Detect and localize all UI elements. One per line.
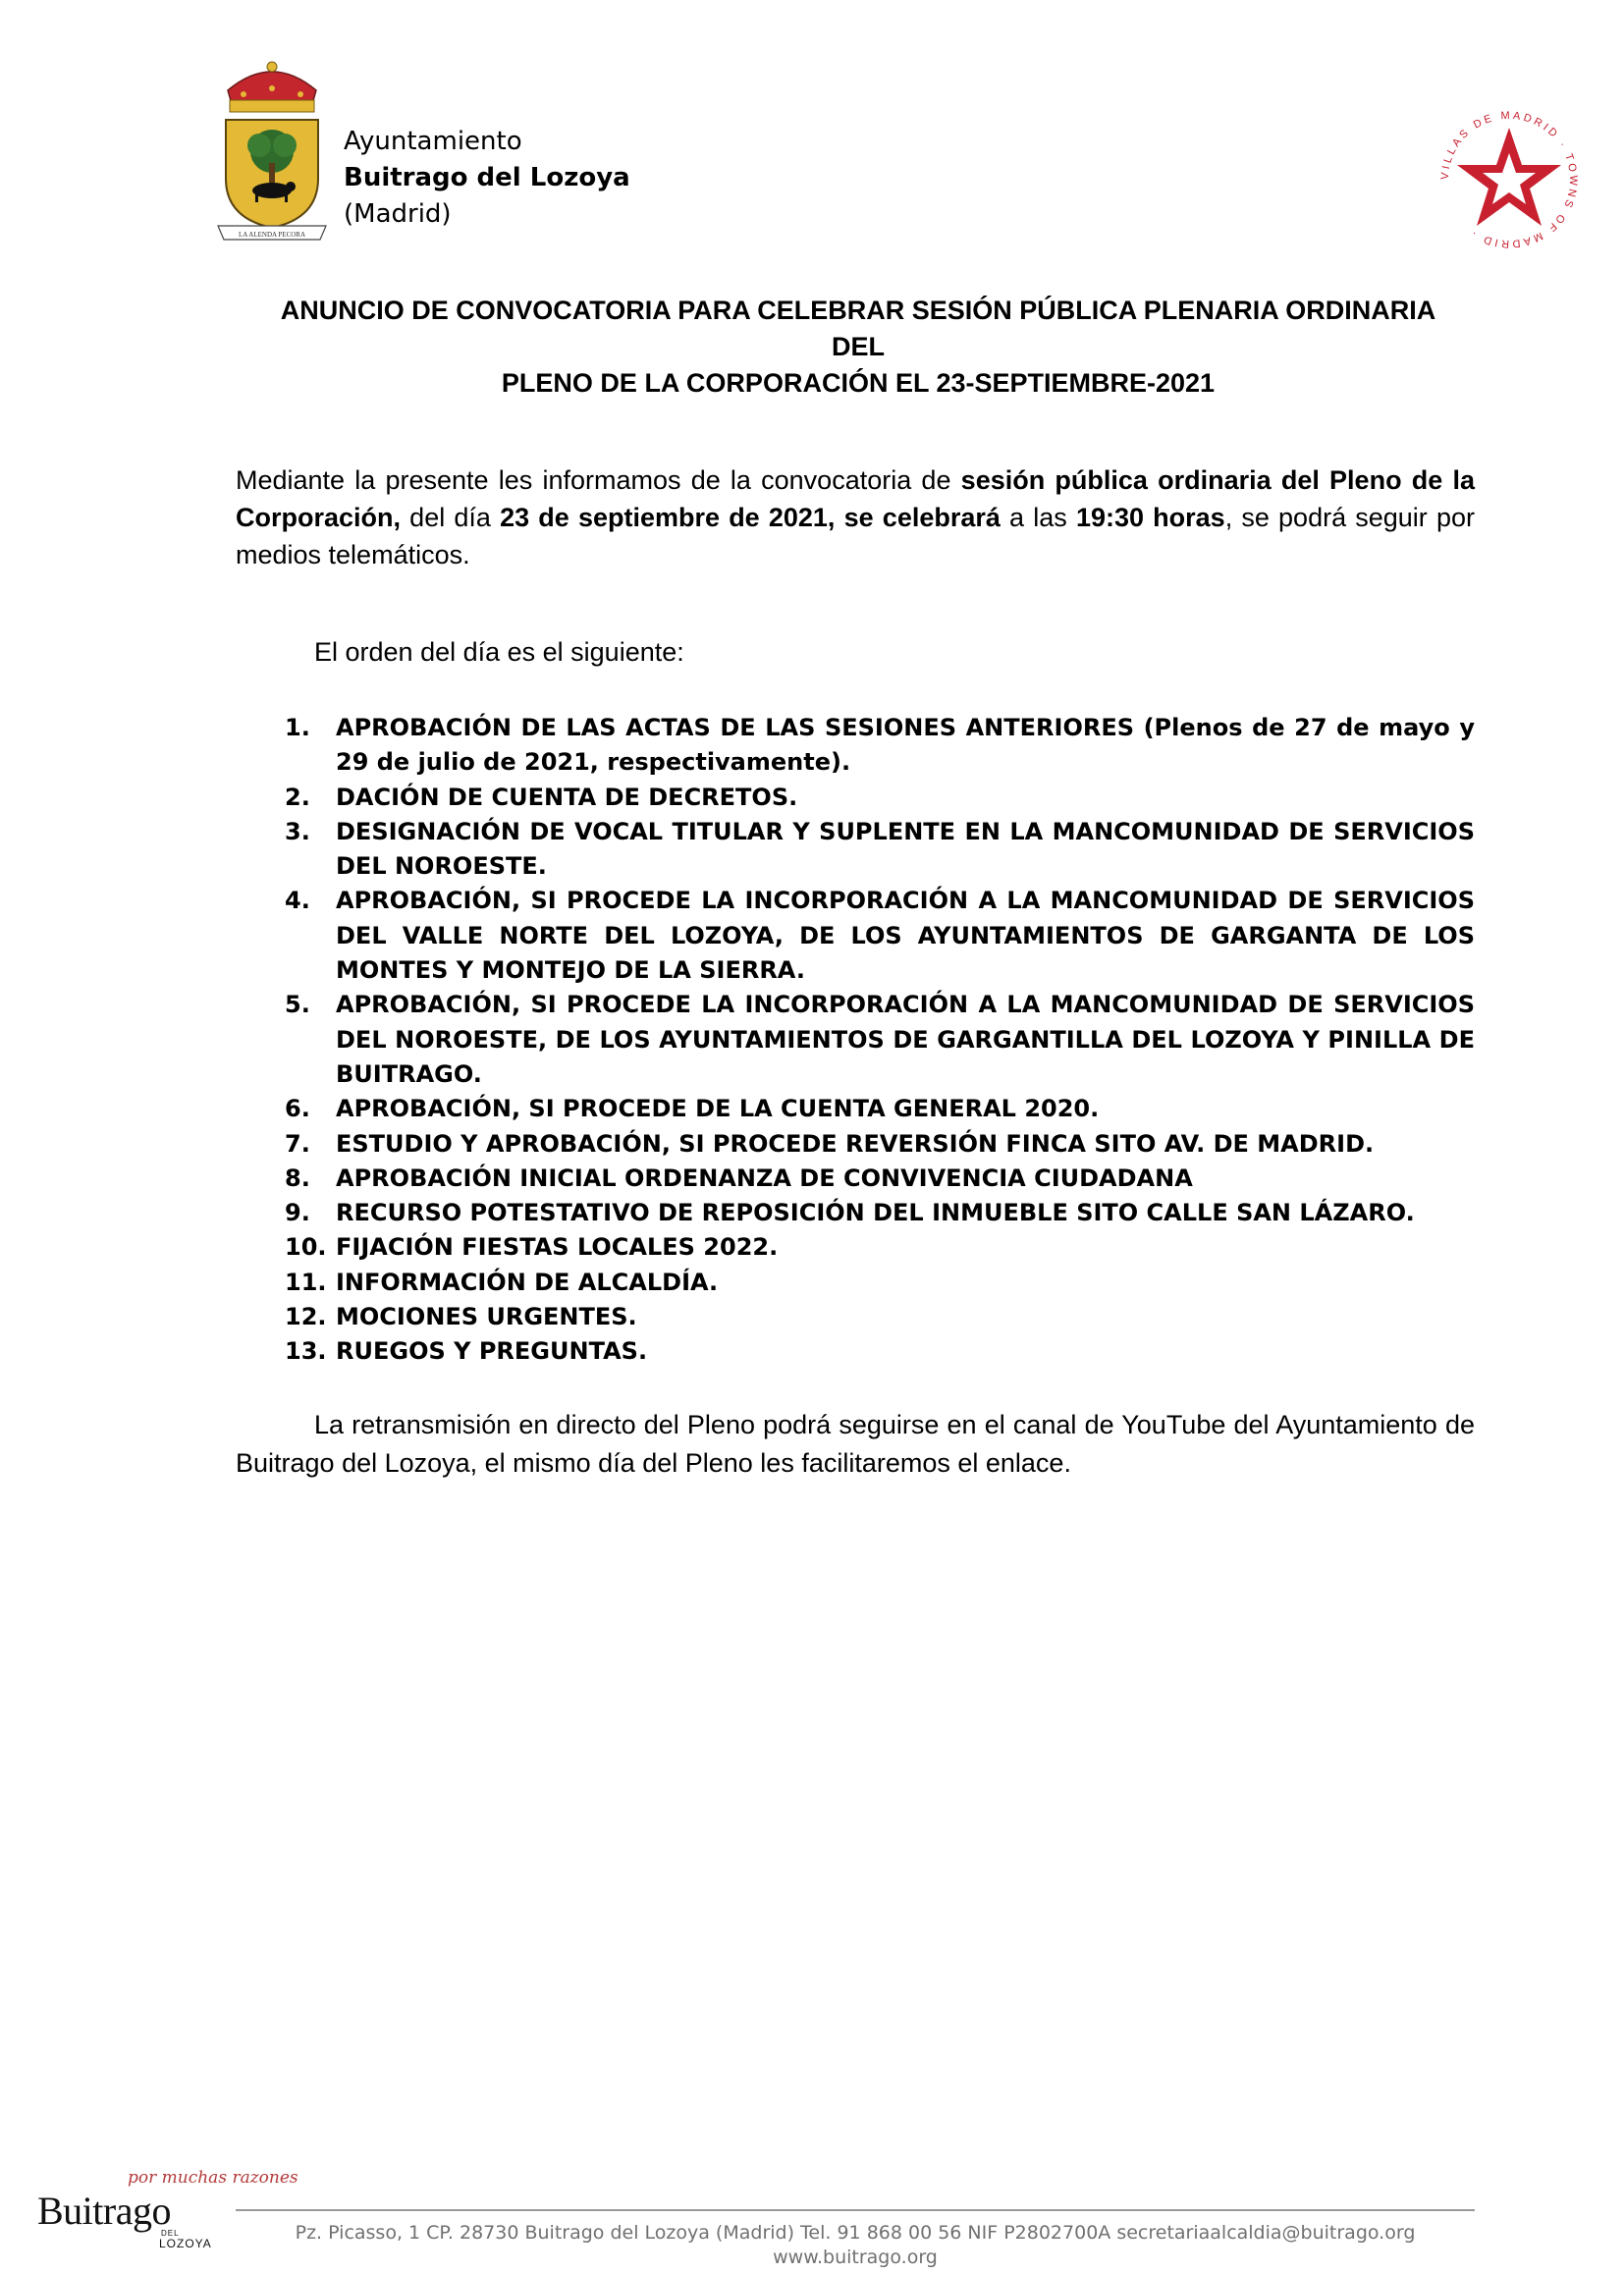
agenda-item <box>285 781 1475 815</box>
agenda-item-text: RUEGOS Y PREGUNTAS. <box>336 1337 648 1366</box>
footer-brand-logo: Buitrago <box>37 2189 171 2233</box>
footer-brand-lozoya: LOZOYA <box>159 2237 212 2250</box>
agenda-item <box>285 815 1475 885</box>
agenda-item <box>285 1230 1475 1265</box>
footer-brand-del: DEL <box>161 2229 180 2238</box>
announcement-title <box>196 293 1520 402</box>
agenda-item-text: INFORMACIÓN DE ALCALDÍA. <box>336 1268 719 1296</box>
agenda-item-number: 4. <box>285 887 310 915</box>
org-line-ayuntamiento: Ayuntamiento <box>344 127 522 156</box>
org-line-buitrago: Buitrago del Lozoya <box>344 163 630 192</box>
agenda-item-number: 1. <box>285 714 310 741</box>
agenda-item-number: 5. <box>285 991 310 1019</box>
municipal-crest-logo <box>214 61 330 244</box>
agenda-item <box>285 1092 1475 1126</box>
agenda-item-text: APROBACIÓN, SI PROCEDE LA INCORPORACIÓN A LA MANCOMUNIDAD DE SERVICIOS DEL NOROESTE, DE LOS AYUNTAMIENTOS DE GARGANTILLA DEL LOZOYA Y PINILLA DE BUITRAGO. <box>336 991 1475 1088</box>
agenda-item <box>285 1266 1475 1300</box>
agenda-item-number: 8. <box>285 1164 310 1192</box>
closing-paragraph: La retransmisión en directo del Pleno podrá seguirse en el canal de YouTube del Ayuntamiento de Buitrago del Lozoya, el mismo día del Pleno les facilitaremos el enlace. <box>236 1410 1475 1478</box>
agenda-item <box>285 988 1475 1092</box>
intro-text-1: Mediante la presente les informamos de la convocatoria de <box>236 465 961 495</box>
agenda-list <box>285 711 1475 1370</box>
agenda-item-number: 2. <box>285 783 310 811</box>
agenda-item <box>285 1334 1475 1369</box>
footer-tagline: por muchas razones <box>128 2168 298 2188</box>
agenda-item-text: APROBACIÓN DE LAS ACTAS DE LAS SESIONES ANTERIORES (Plenos de 27 de mayo y 29 de julio de 2021, respectivamente). <box>336 714 1475 777</box>
agenda-item-text: ESTUDIO Y APROBACIÓN, SI PROCEDE REVERSIÓN FINCA SITO AV. DE MADRID. <box>336 1129 1375 1158</box>
org-line-madrid: (Madrid) <box>344 199 452 229</box>
crest-motto: LA ALENDA PECORA <box>238 231 306 239</box>
agenda-item-number: 12. <box>285 1303 327 1331</box>
agenda-item <box>285 1196 1475 1230</box>
agenda-item-number: 10. <box>285 1233 327 1262</box>
agenda-item-text: FIJACIÓN FIESTAS LOCALES 2022. <box>336 1233 779 1262</box>
agenda-item-number: 3. <box>285 817 310 845</box>
title-line-1: ANUNCIO DE CONVOCATORIA PARA CELEBRAR SESIÓN PÚBLICA PLENARIA ORDINARIA <box>280 296 1436 325</box>
title-line-2: DEL <box>832 332 885 361</box>
badge-ring-text: VILLAS DE MADRID · TOWNS OF MADRID · <box>1438 109 1580 250</box>
agenda-item <box>285 711 1475 781</box>
intro-text-3: a las <box>1000 503 1076 532</box>
agenda-item-text: MOCIONES URGENTES. <box>336 1303 637 1331</box>
footer-website-link[interactable]: www.buitrago.org <box>773 2247 938 2268</box>
agenda-item-number: 9. <box>285 1199 310 1227</box>
agenda-intro: El orden del día es el siguiente: <box>314 637 684 667</box>
intro-session-type: sesión pública ordinaria del Pleno de la Corporación, <box>236 465 1475 532</box>
agenda-item-number: 6. <box>285 1095 310 1123</box>
agenda-item-number: 11. <box>285 1268 327 1296</box>
title-line-3: PLENO DE LA CORPORACIÓN EL 23-SEPTIEMBRE-2021 <box>501 368 1216 398</box>
intro-paragraph <box>236 461 1475 573</box>
agenda-item-text: APROBACIÓN INICIAL ORDENANZA DE CONVIVENCIA CIUDADANA <box>336 1164 1193 1192</box>
footer-address: Pz. Picasso, 1 CP. 28730 Buitrago del Lozoya (Madrid) Tel. 91 868 00 56 NIF P2802700A secretariaalcaldia@buitrago.org <box>295 2222 1416 2244</box>
agenda-item-text: RECURSO POTESTATIVO DE REPOSICIÓN DEL INMUEBLE SITO CALLE SAN LÁZARO. <box>336 1199 1415 1227</box>
intro-text-4: , se podrá seguir por medios telemáticos. <box>236 503 1475 569</box>
agenda-item-number: 7. <box>285 1129 310 1158</box>
agenda-item <box>285 1300 1475 1334</box>
intro-text-2: del día <box>401 503 501 532</box>
municipality-name <box>344 124 630 233</box>
agenda-item <box>285 884 1475 988</box>
agenda-item-text: DESIGNACIÓN DE VOCAL TITULAR Y SUPLENTE EN LA MANCOMUNIDAD DE SERVICIOS DEL NOROESTE. <box>336 817 1475 881</box>
agenda-item-number: 13. <box>285 1337 327 1366</box>
villas-de-madrid-badge <box>1435 106 1583 253</box>
intro-date: 23 de septiembre de 2021, se celebrará <box>500 503 1001 532</box>
intro-time: 19:30 horas <box>1075 503 1225 532</box>
agenda-item-text: APROBACIÓN, SI PROCEDE LA INCORPORACIÓN A LA MANCOMUNIDAD DE SERVICIOS DEL VALLE NORTE DEL LOZOYA, DE LOS AYUNTAMIENTOS DE GARGANTA DE LOS MONTES Y MONTEJO DE LA SIERRA. <box>336 887 1475 985</box>
agenda-item <box>285 1162 1475 1196</box>
agenda-item-text: APROBACIÓN, SI PROCEDE DE LA CUENTA GENERAL 2020. <box>336 1095 1100 1123</box>
agenda-item <box>285 1127 1475 1162</box>
agenda-item-text: DACIÓN DE CUENTA DE DECRETOS. <box>336 783 798 811</box>
footer-divider <box>236 2209 1475 2211</box>
